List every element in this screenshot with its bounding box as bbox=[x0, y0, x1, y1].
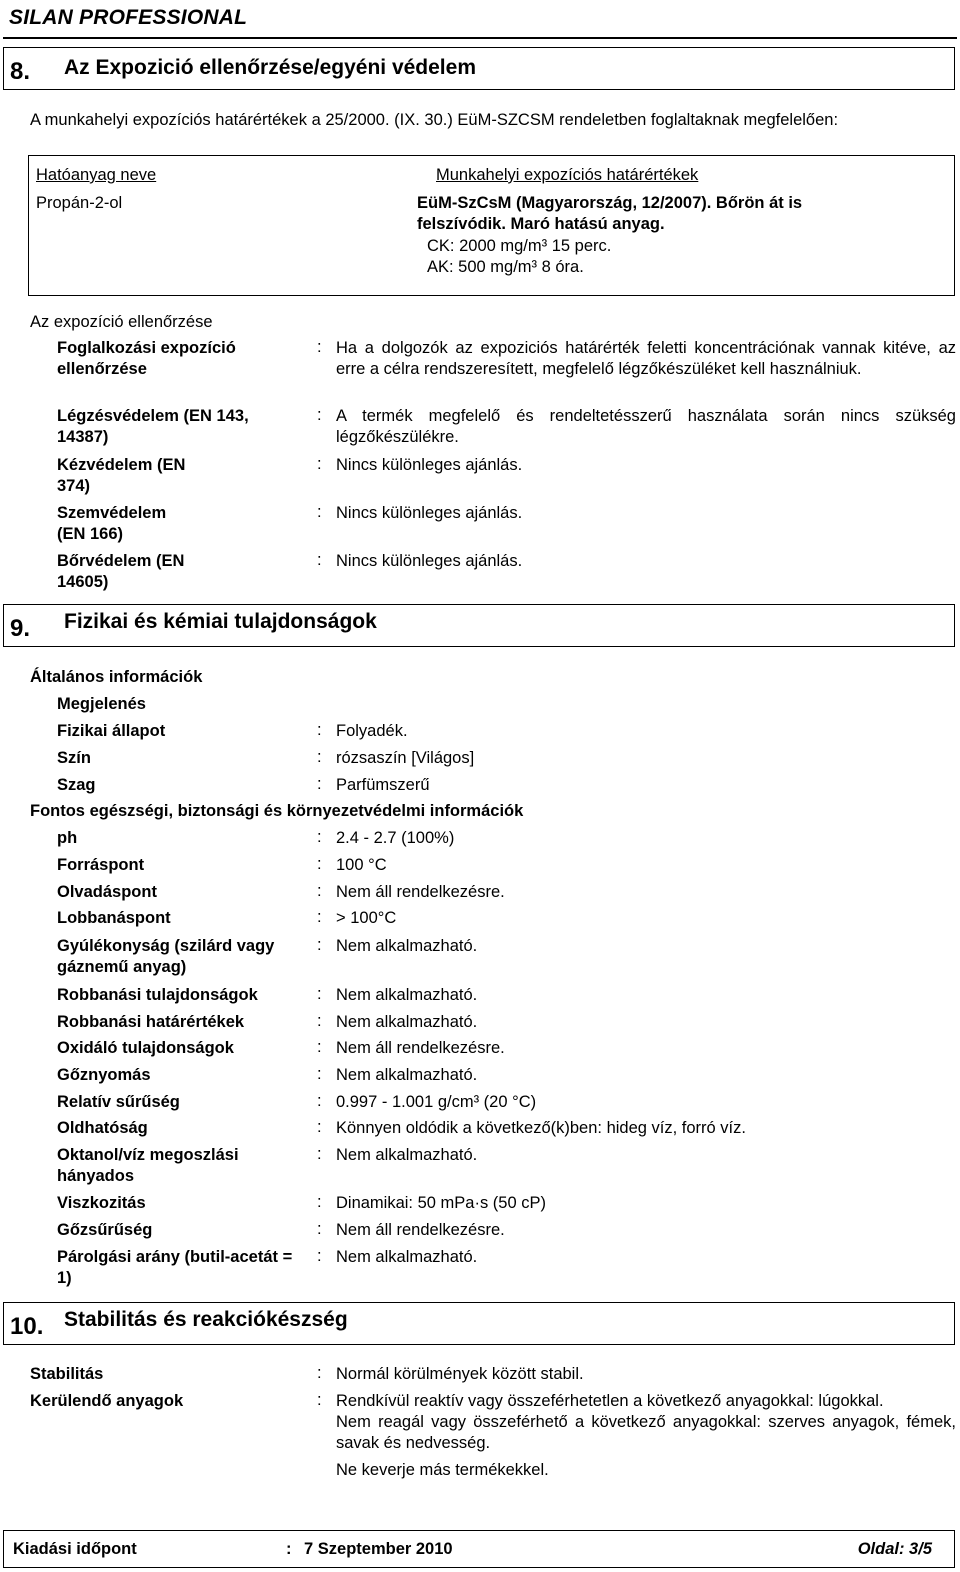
section-10-header bbox=[3, 1302, 955, 1345]
section-8-header bbox=[3, 47, 955, 90]
exposure-control-heading: Az expozíció ellenőrzése bbox=[30, 313, 213, 331]
appearance-item-label: Szag bbox=[57, 776, 96, 794]
colon: : bbox=[317, 855, 322, 873]
colon: : bbox=[317, 748, 322, 766]
property-item-value: Nem alkalmazható. bbox=[336, 1066, 478, 1084]
mixing-warning: Ne keverje más termékekkel. bbox=[336, 1461, 549, 1479]
appearance-item-value: rózsaszín [Világos] bbox=[336, 749, 475, 767]
brand-title: SILAN PROFESSIONAL bbox=[9, 6, 248, 29]
issue-date-label: Kiadási időpont bbox=[13, 1540, 137, 1558]
property-item-label: Robbanási tulajdonságok bbox=[57, 986, 258, 1004]
colon: : bbox=[317, 1391, 322, 1409]
limit-regulation: EüM-SzCsM (Magyarország, 12/2007). Bőrön át is bbox=[417, 194, 803, 212]
section-9-number: 9. bbox=[10, 615, 31, 642]
property-item-value: 2.4 - 2.7 (100%) bbox=[336, 829, 455, 847]
limit-notes: felszívódik. Maró hatású anyag. bbox=[417, 215, 665, 233]
exposure-limits-intro: A munkahelyi expozíciós határértékek a 25/2000. (IX. 30.) EüM-SZCSM rendeletben foglaltaknak megfelelően: bbox=[30, 111, 839, 129]
occupational-exposure-value: Ha a dolgozók az expoziciós határérték feletti koncentrációnak vannak kitéve, az erre a célra rendszeresített, megfelelő légzőkészüléket kell használniuk. bbox=[336, 339, 956, 378]
page-number: Oldal: 3/5 bbox=[857, 1540, 932, 1558]
property-item-label: Oxidáló tulajdonságok bbox=[57, 1039, 234, 1057]
general-info-heading: Általános információk bbox=[30, 668, 203, 686]
section-9-header bbox=[3, 604, 955, 647]
appearance-item-value: Folyadék. bbox=[336, 722, 408, 740]
issue-date-value: 7 Szeptember 2010 bbox=[304, 1540, 453, 1558]
health-safety-heading: Fontos egészségi, biztonsági és környezetvédelmi információk bbox=[30, 802, 524, 820]
eye-protection-label: Szemvédelem (EN 166) bbox=[57, 504, 167, 543]
property-item-label: Lobbanáspont bbox=[57, 909, 171, 927]
hand-protection-value: Nincs különleges ajánlás. bbox=[336, 456, 523, 474]
property-item-label: Olvadáspont bbox=[57, 883, 157, 901]
colon: : bbox=[317, 455, 322, 473]
occupational-exposure-label: Foglalkozási expozíció ellenőrzése bbox=[57, 339, 236, 378]
property-item-label: Oldhatóság bbox=[57, 1119, 148, 1137]
respiratory-protection-value: A termék megfelelő és rendeltetésszerű használata során nincs szükség légzőkészülékre. bbox=[336, 407, 956, 446]
incompatible-materials: Rendkívül reaktív vagy összeférhetetlen a következő anyagokkal: lúgokkal. bbox=[336, 1392, 884, 1410]
property-item-value: Dinamikai: 50 mPa·s (50 cP) bbox=[336, 1194, 546, 1212]
table-header-limits: Munkahelyi expozíciós határértékek bbox=[436, 166, 699, 184]
substance-name: Propán-2-ol bbox=[36, 194, 123, 212]
colon: : bbox=[317, 828, 322, 846]
hand-protection-label: Kézvédelem (EN 374) bbox=[57, 456, 186, 495]
compatible-materials: Nem reagál vagy összeférhető a következő anyagokkal: szerves anyagok, fémek, savak és nedvesség. bbox=[336, 1413, 956, 1452]
property-item-label: Oktanol/víz megoszlási hányados bbox=[57, 1146, 239, 1185]
section-10-title: Stabilitás és reakciókészség bbox=[64, 1308, 348, 1331]
colon: : bbox=[317, 936, 322, 954]
property-item-label: Relatív sűrűség bbox=[57, 1093, 180, 1111]
skin-protection-value: Nincs különleges ajánlás. bbox=[336, 552, 523, 570]
property-item-value: Nem áll rendelkezésre. bbox=[336, 1221, 505, 1239]
section-8-title: Az Expozició ellenőrzése/egyéni védelem bbox=[64, 56, 476, 79]
colon: : bbox=[317, 985, 322, 1003]
appearance-item-value: Parfümszerű bbox=[336, 776, 430, 794]
respiratory-protection-label: Légzésvédelem (EN 143, 14387) bbox=[57, 407, 249, 446]
eye-protection-value: Nincs különleges ajánlás. bbox=[336, 504, 523, 522]
colon: : bbox=[317, 882, 322, 900]
property-item-label: Gőznyomás bbox=[57, 1066, 151, 1084]
colon: : bbox=[317, 1118, 322, 1136]
colon: : bbox=[317, 1145, 322, 1163]
colon: : bbox=[317, 1220, 322, 1238]
property-item-value: Nem alkalmazható. bbox=[336, 937, 478, 955]
footer-bar bbox=[3, 1530, 955, 1568]
colon: : bbox=[317, 406, 322, 424]
header-divider bbox=[3, 37, 957, 39]
property-item-label: Párolgási arány (butil-acetát = 1) bbox=[57, 1248, 293, 1287]
footer-colon: : bbox=[286, 1540, 292, 1558]
colon: : bbox=[317, 1364, 322, 1382]
colon: : bbox=[317, 721, 322, 739]
colon: : bbox=[317, 1193, 322, 1211]
property-item-label: Viszkozitás bbox=[57, 1194, 146, 1212]
property-item-label: Gyúlékonyság (szilárd vagy gáznemű anyag) bbox=[57, 937, 275, 976]
property-item-value: > 100°C bbox=[336, 909, 397, 927]
section-9-title: Fizikai és kémiai tulajdonságok bbox=[64, 610, 377, 633]
colon: : bbox=[317, 1065, 322, 1083]
stability-value: Normál körülmények között stabil. bbox=[336, 1365, 584, 1383]
property-item-label: Gőzsűrűség bbox=[57, 1221, 153, 1239]
colon: : bbox=[317, 1247, 322, 1265]
materials-to-avoid-value bbox=[336, 1391, 956, 1481]
colon: : bbox=[317, 551, 322, 569]
property-item-value: Nem alkalmazható. bbox=[336, 1146, 478, 1164]
property-item-value: Könnyen oldódik a következő(k)ben: hideg víz, forró víz. bbox=[336, 1119, 746, 1137]
colon: : bbox=[317, 908, 322, 926]
limit-ak: AK: 500 mg/m³ 8 óra. bbox=[427, 258, 584, 276]
colon: : bbox=[317, 1092, 322, 1110]
property-item-label: Robbanási határértékek bbox=[57, 1013, 245, 1031]
colon: : bbox=[317, 775, 322, 793]
property-item-value: 100 °C bbox=[336, 856, 387, 874]
appearance-item-label: Szín bbox=[57, 749, 91, 767]
section-10-number: 10. bbox=[10, 1313, 44, 1340]
appearance-item-label: Fizikai állapot bbox=[57, 722, 166, 740]
stability-label: Stabilitás bbox=[30, 1365, 104, 1383]
property-item-value: Nem áll rendelkezésre. bbox=[336, 883, 505, 901]
property-item-value: Nem alkalmazható. bbox=[336, 986, 478, 1004]
limit-ck: CK: 2000 mg/m³ 15 perc. bbox=[427, 237, 612, 255]
property-item-label: ph bbox=[57, 829, 78, 847]
property-item-value: Nem alkalmazható. bbox=[336, 1013, 478, 1031]
property-item-value: 0.997 - 1.001 g/cm³ (20 °C) bbox=[336, 1093, 537, 1111]
property-item-value: Nem alkalmazható. bbox=[336, 1248, 478, 1266]
property-item-label: Forráspont bbox=[57, 856, 145, 874]
section-8-number: 8. bbox=[10, 58, 31, 85]
appearance-heading: Megjelenés bbox=[57, 695, 146, 713]
colon: : bbox=[317, 1012, 322, 1030]
skin-protection-label: Bőrvédelem (EN 14605) bbox=[57, 552, 185, 591]
exposure-limits-table bbox=[28, 155, 955, 296]
colon: : bbox=[317, 503, 322, 521]
colon: : bbox=[317, 1038, 322, 1056]
colon: : bbox=[317, 338, 322, 356]
table-header-substance: Hatóanyag neve bbox=[36, 166, 157, 184]
property-item-value: Nem áll rendelkezésre. bbox=[336, 1039, 505, 1057]
materials-to-avoid-label: Kerülendő anyagok bbox=[30, 1392, 184, 1410]
